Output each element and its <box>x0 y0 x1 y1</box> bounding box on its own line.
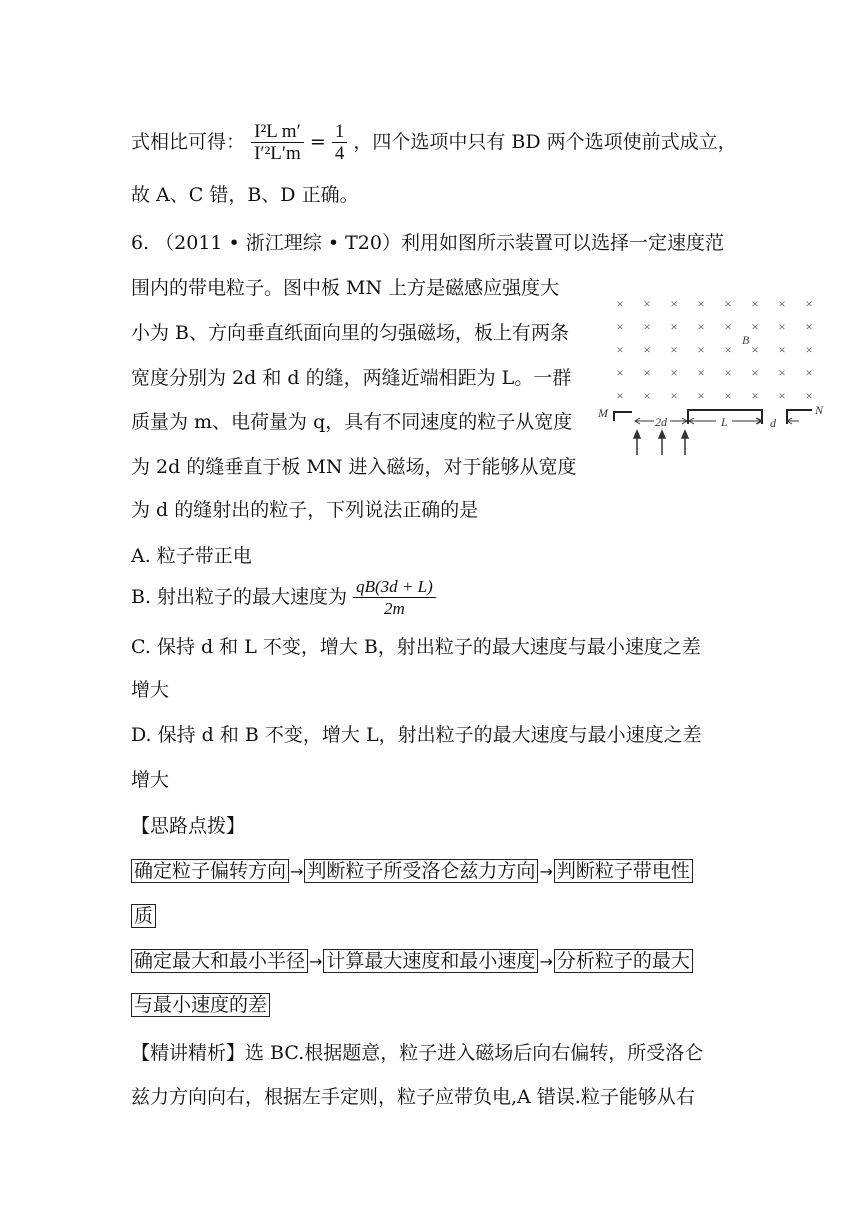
particle-entry-arrows <box>634 431 688 455</box>
analysis-line: 兹力方向向右，根据左手定则，粒子应带负电,A 错误.粒子能够从右 <box>131 1086 695 1108</box>
analysis-line: 【精讲精析】选 BC.根据题意，粒子进入磁场后向右偏转，所受洛仑 <box>131 1042 704 1064</box>
field-cross-mark: × <box>724 388 732 403</box>
option-b-text: B. 射出粒子的最大速度为 <box>131 586 348 608</box>
equation-suffix: ，四个选项中只有 BD 两个选项使前式成立， <box>353 131 737 153</box>
right-arrow-icon: → <box>539 862 553 881</box>
field-cross-mark: × <box>643 342 651 357</box>
field-cross-mark: × <box>724 342 732 357</box>
label-m: M <box>598 406 608 420</box>
equals-sign: = <box>309 131 326 153</box>
label-l: L <box>721 415 728 429</box>
field-cross-mark: × <box>643 319 651 334</box>
field-cross-mark: × <box>778 319 786 334</box>
one-quarter-fraction <box>332 122 348 165</box>
fraction-denominator: I′²L′m <box>254 142 301 164</box>
current-ratio-fraction <box>251 122 304 165</box>
question-line: 为 d 的缝射出的粒子，下列说法正确的是 <box>131 499 479 521</box>
option-b <box>131 575 436 620</box>
flow-box: 分析粒子的最大 <box>554 949 693 973</box>
flow-box: 质 <box>131 904 156 928</box>
field-cross-mark: × <box>697 388 705 403</box>
field-cross-mark: × <box>670 319 678 334</box>
flow-box: 判断粒子带电性 <box>554 859 693 883</box>
field-cross-mark: × <box>697 342 705 357</box>
flow-row-1-continued <box>131 904 156 928</box>
magnetic-field-crosses <box>616 296 812 403</box>
field-cross-mark: × <box>616 342 624 357</box>
field-label-b: B <box>742 333 750 347</box>
field-cross-mark: × <box>616 319 624 334</box>
field-cross-mark: × <box>697 319 705 334</box>
hint-heading: 【思路点拨】 <box>131 815 246 837</box>
fraction-numerator: I²L m′ <box>251 122 304 143</box>
field-cross-mark: × <box>805 388 813 403</box>
option-d-continued: 增大 <box>131 769 170 791</box>
question-line: 围内的带电粒子。图中板 MN 上方是磁感应强度大 <box>131 277 560 299</box>
field-cross-mark: × <box>670 296 678 311</box>
equation-prefix: 式相比可得： <box>131 131 246 153</box>
field-cross-mark: × <box>616 365 624 380</box>
question-line: 为 2d 的缝垂直于板 MN 进入磁场，对于能够从宽度 <box>131 456 577 478</box>
field-cross-mark: × <box>724 365 732 380</box>
field-cross-mark: × <box>724 319 732 334</box>
fraction-denominator: 4 <box>334 142 345 164</box>
field-cross-mark: × <box>697 296 705 311</box>
fraction-denominator: 2m <box>384 598 405 618</box>
flow-box: 计算最大速度和最小速度 <box>323 949 538 973</box>
field-cross-mark: × <box>751 319 759 334</box>
field-cross-mark: × <box>670 388 678 403</box>
equation-line <box>131 120 737 165</box>
question-line: 质量为 m、电荷量为 q，具有不同速度的粒子从宽度 <box>131 411 573 433</box>
option-c: C. 保持 d 和 L 不变，增大 B，射出粒子的最大速度与最小速度之差 <box>131 636 701 658</box>
field-cross-mark: × <box>751 388 759 403</box>
option-c-continued: 增大 <box>131 679 170 701</box>
right-arrow-icon: → <box>309 952 323 971</box>
field-cross-mark: × <box>643 388 651 403</box>
question-line: 6. （2011 • 浙江理综 • T20）利用如图所示装置可以选择一定速度范 <box>131 232 724 254</box>
label-2d: 2d <box>655 415 667 429</box>
flow-row-1 <box>131 859 693 884</box>
field-cross-mark: × <box>670 342 678 357</box>
field-cross-mark: × <box>751 365 759 380</box>
field-cross-mark: × <box>778 365 786 380</box>
field-cross-mark: × <box>670 365 678 380</box>
field-cross-mark: × <box>805 365 813 380</box>
flow-box: 与最小速度的差 <box>131 993 270 1017</box>
field-cross-mark: × <box>778 388 786 403</box>
flow-row-2 <box>131 949 693 974</box>
question-line: 宽度分别为 2d 和 d 的缝，两缝近端相距为 L。一群 <box>131 367 572 389</box>
label-d: d <box>770 416 776 430</box>
field-cross-mark: × <box>778 342 786 357</box>
right-arrow-icon: → <box>290 862 304 881</box>
flow-box: 确定粒子偏转方向 <box>131 859 289 883</box>
flow-row-2-continued <box>131 993 270 1017</box>
magnetic-field-figure <box>596 290 826 460</box>
fraction-numerator: 1 <box>332 122 348 143</box>
field-cross-mark: × <box>805 296 813 311</box>
label-n: N <box>815 403 824 417</box>
option-d: D. 保持 d 和 B 不变，增大 L，射出粒子的最大速度与最小速度之差 <box>131 724 702 746</box>
conclusion-line: 故 A、C 错，B、D 正确。 <box>131 184 359 206</box>
field-cross-mark: × <box>778 296 786 311</box>
flow-box: 确定最大和最小半径 <box>131 949 308 973</box>
field-cross-mark: × <box>616 388 624 403</box>
field-cross-mark: × <box>643 365 651 380</box>
field-cross-mark: × <box>805 342 813 357</box>
mn-plate <box>614 410 812 424</box>
max-velocity-fraction <box>353 577 436 620</box>
field-cross-mark: × <box>724 296 732 311</box>
right-arrow-icon: → <box>539 952 553 971</box>
question-line: 小为 B、方向垂直纸面向里的匀强磁场，板上有两条 <box>131 322 570 344</box>
field-cross-mark: × <box>751 296 759 311</box>
flow-box: 判断粒子所受洛仑兹力方向 <box>304 859 538 883</box>
field-cross-mark: × <box>697 365 705 380</box>
field-cross-mark: × <box>805 319 813 334</box>
option-a: A. 粒子带正电 <box>131 545 252 567</box>
field-cross-mark: × <box>751 342 759 357</box>
field-cross-mark: × <box>616 296 624 311</box>
field-cross-mark: × <box>643 296 651 311</box>
fraction-numerator: qB(3d + L) <box>353 577 436 598</box>
